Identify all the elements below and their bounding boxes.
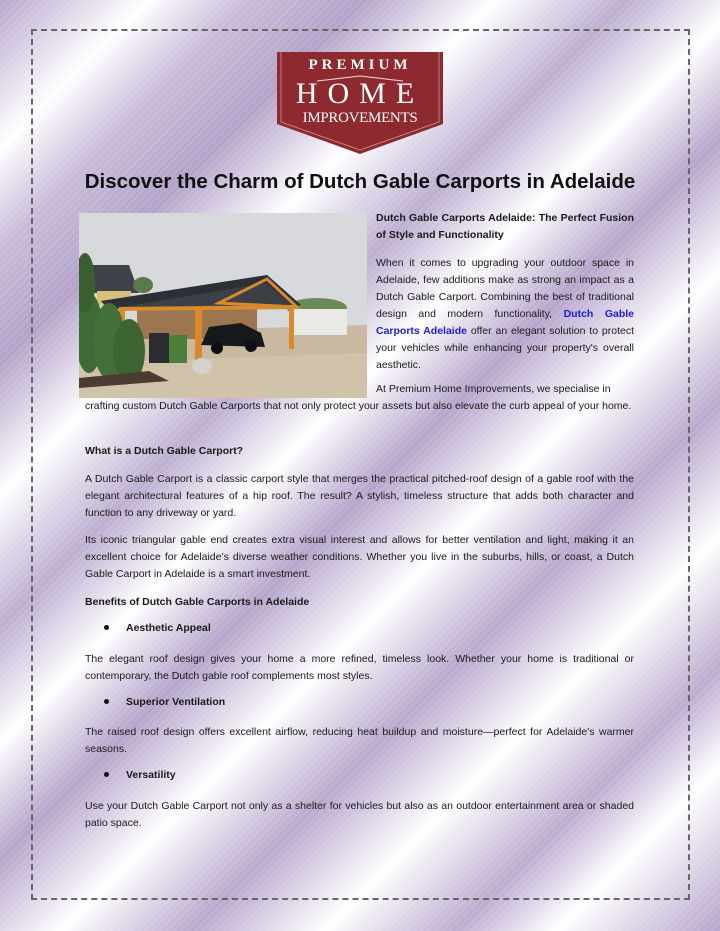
intro-paragraph-2-continued: crafting custom Dutch Gable Carports that not only protect your assets but also elevate the curb appeal of your home. [85,400,632,412]
benefit-text-versatility: Use your Dutch Gable Carport not only as a shelter for vehicles but also as an outdoor entertainment area or shaded patio space. [85,800,634,829]
section-heading-benefits: Benefits of Dutch Gable Carports in Adelaide [85,596,310,608]
benefit-text-superior-ventilation: The raised roof design offers excellent airflow, reducing heat buildup and moisture—perfect for Adelaide's warmer seasons. [85,726,634,755]
what-paragraph-2: Its iconic triangular gable end creates extra visual interest and allows for better ventilation and light, making it an excellent choice for Adelaide’s diverse weather conditions. Whether you live in the suburbs, hills, or coast, a Dutch Gable Carport in Adelaide is a smart investment. [85,534,634,580]
logo-text-home: HOME [295,77,425,110]
logo [277,52,443,154]
bullet-icon [104,625,109,630]
intro-paragraph [376,255,634,374]
what-paragraph-1: A Dutch Gable Carport is a classic carport style that merges the practical pitched-roof design of a gable roof with the elegant architectural features of a hip roof. The result? A stylish, timeless structure that adds both character and function to any driveway or yard. [85,473,634,519]
benefit-item-superior-ventilation: Superior Ventilation [104,696,225,708]
intro-text-before-link: When it comes to upgrading your outdoor space in Adelaide, few additions make as strong an impact as a Dutch Gable Carport. Combining the best of traditional design and modern functionality, [376,257,634,320]
benefit-text-aesthetic-appeal: The elegant roof design gives your home a more refined, timeless look. Whether your home is traditional or contemporary, the Dutch gable roof complements most styles. [85,653,634,682]
benefit-item-aesthetic-appeal: Aesthetic Appeal [104,622,211,634]
benefit-item-versatility: Versatility [104,769,176,781]
section-heading-what: What is a Dutch Gable Carport? [85,445,244,457]
logo-text-improvements: IMPROVEMENTS [302,110,418,126]
page-title: Discover the Charm of Dutch Gable Carports in Adelaide [84,170,636,193]
intro-text-after-link: offer an elegant solution to protect your vehicles while enhancing your property's overall aesthetic. [376,325,635,371]
logo-text-premium: PREMIUM [308,57,412,73]
bullet-icon [104,772,109,777]
bullet-icon [104,699,109,704]
carport-image [79,213,367,398]
dutch-gable-carports-adelaide-link[interactable]: Dutch Gable Carports Adelaide [376,308,635,337]
carport-photo [79,213,367,398]
intro-heading: Dutch Gable Carports Adelaide: The Perfect Fusion of Style and Functionality [376,212,634,241]
intro-paragraph-2-start: At Premium Home Improvements, we specialise in [376,383,611,395]
